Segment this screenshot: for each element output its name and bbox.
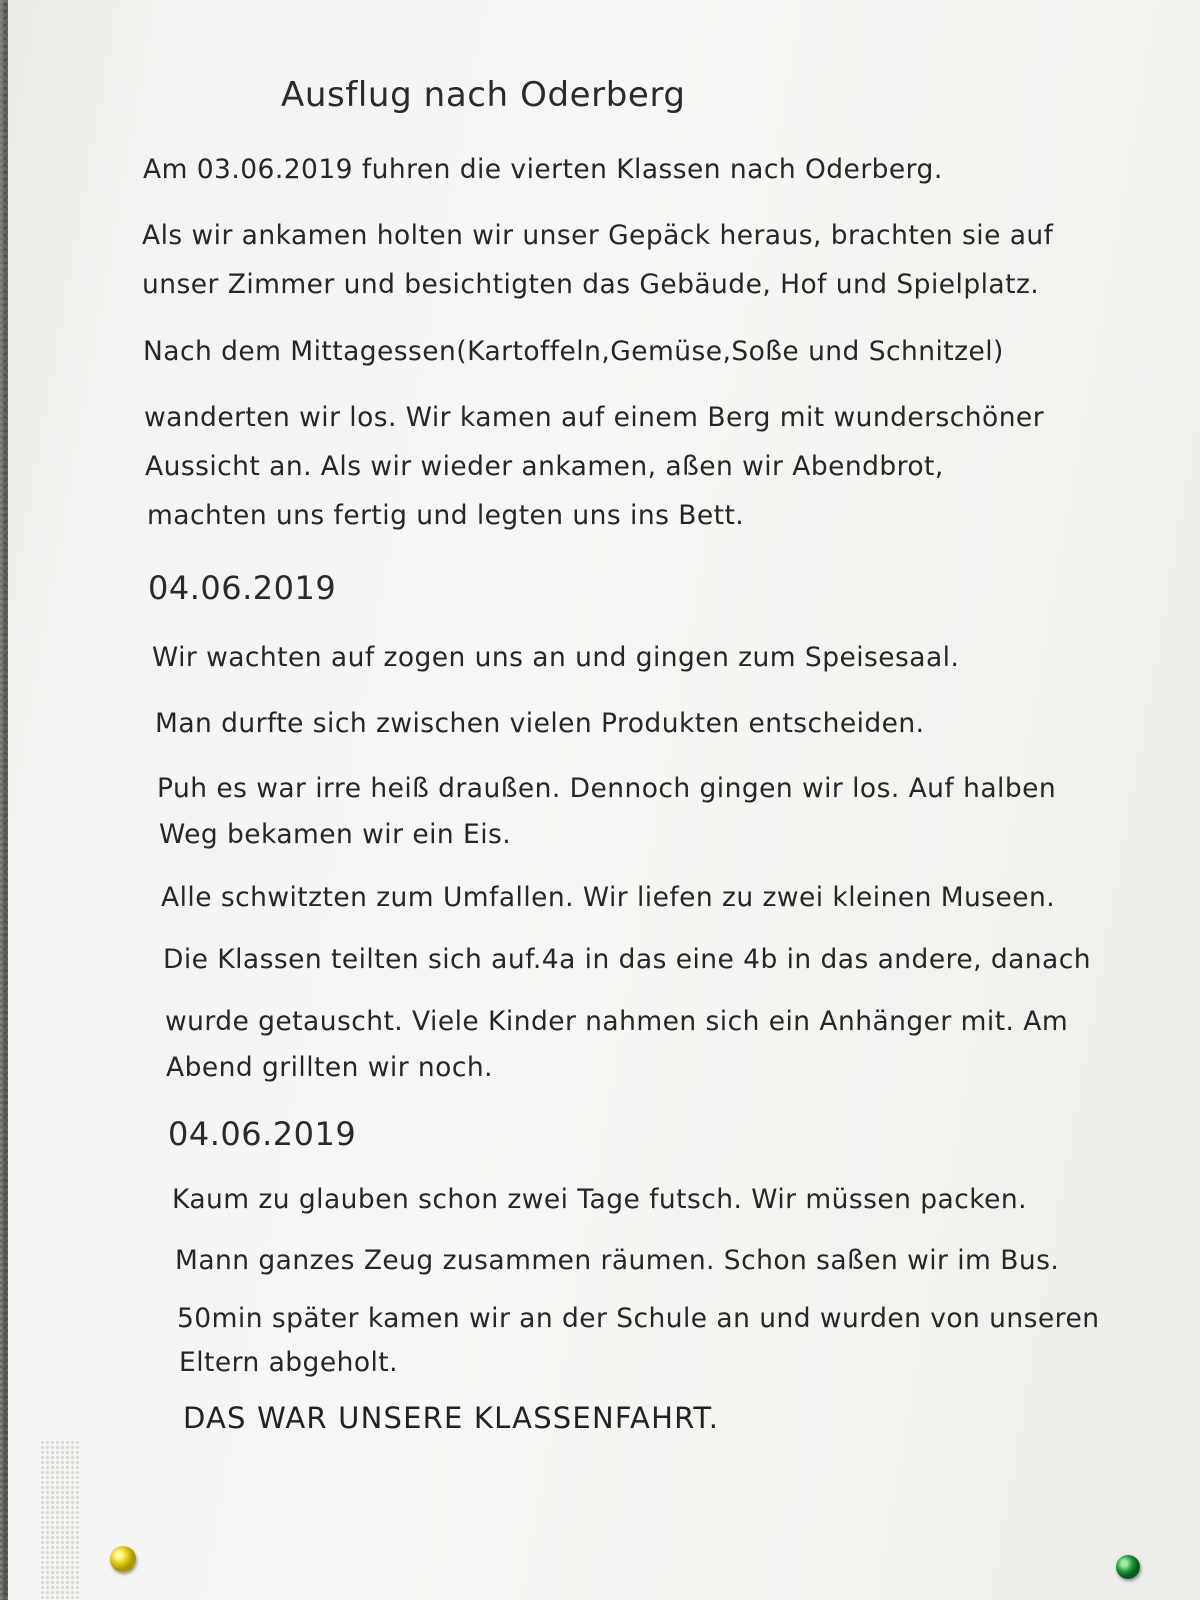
- day3-date-heading: 04.06.2019: [168, 1115, 357, 1153]
- green-pushpin-icon: [1116, 1555, 1140, 1579]
- day1-line-1: Am 03.06.2019 fuhren die vierten Klassen nach Oderberg.: [143, 154, 943, 185]
- yellow-pushpin-icon: [110, 1546, 136, 1572]
- day1-line-3: unser Zimmer und besichtigten das Gebäude, Hof und Spielplatz.: [142, 269, 1040, 300]
- day2-line-7: wurde getauscht. Viele Kinder nahmen sich ein Anhänger mit. Am: [165, 1006, 1069, 1037]
- day3-line-4: Eltern abgeholt.: [179, 1347, 399, 1378]
- day2-line-2: Man durfte sich zwischen vielen Produkten entscheiden.: [155, 708, 925, 739]
- day2-line-5: Alle schwitzten zum Umfallen. Wir liefen zu zwei kleinen Museen.: [161, 882, 1056, 913]
- day3-line-1: Kaum zu glauben schon zwei Tage futsch. Wir müssen packen.: [172, 1184, 1027, 1215]
- day2-line-4: Weg bekamen wir ein Eis.: [159, 819, 512, 850]
- day1-line-4: Nach dem Mittagessen(Kartoffeln,Gemüse,Soße und Schnitzel): [143, 336, 1004, 367]
- document-title: Ausflug nach Oderberg: [281, 75, 686, 115]
- day2-line-8: Abend grillten wir noch.: [166, 1052, 493, 1083]
- day1-line-7: machten uns fertig und legten uns ins Bett.: [147, 500, 745, 531]
- closing-statement: DAS WAR UNSERE KLASSENFAHRT.: [183, 1401, 720, 1435]
- day2-date-heading: 04.06.2019: [148, 569, 337, 607]
- day3-line-2: Mann ganzes Zeug zusammen räumen. Schon saßen wir im Bus.: [175, 1245, 1060, 1276]
- day3-line-3: 50min später kamen wir an der Schule an und wurden von unseren: [177, 1303, 1100, 1334]
- day2-line-3: Puh es war irre heiß draußen. Dennoch gingen wir los. Auf halben: [157, 773, 1057, 804]
- day1-line-2: Als wir ankamen holten wir unser Gepäck heraus, brachten sie auf: [142, 220, 1054, 251]
- day2-line-1: Wir wachten auf zogen uns an und gingen zum Speisesaal.: [152, 642, 960, 673]
- day1-line-6: Aussicht an. Als wir wieder ankamen, aßen wir Abendbrot,: [145, 451, 944, 482]
- day2-line-6: Die Klassen teilten sich auf.4a in das eine 4b in das andere, danach: [163, 944, 1092, 975]
- paper-edge-texture: [40, 1440, 80, 1600]
- day1-line-5: wanderten wir los. Wir kamen auf einem Berg mit wunderschöner: [144, 402, 1045, 433]
